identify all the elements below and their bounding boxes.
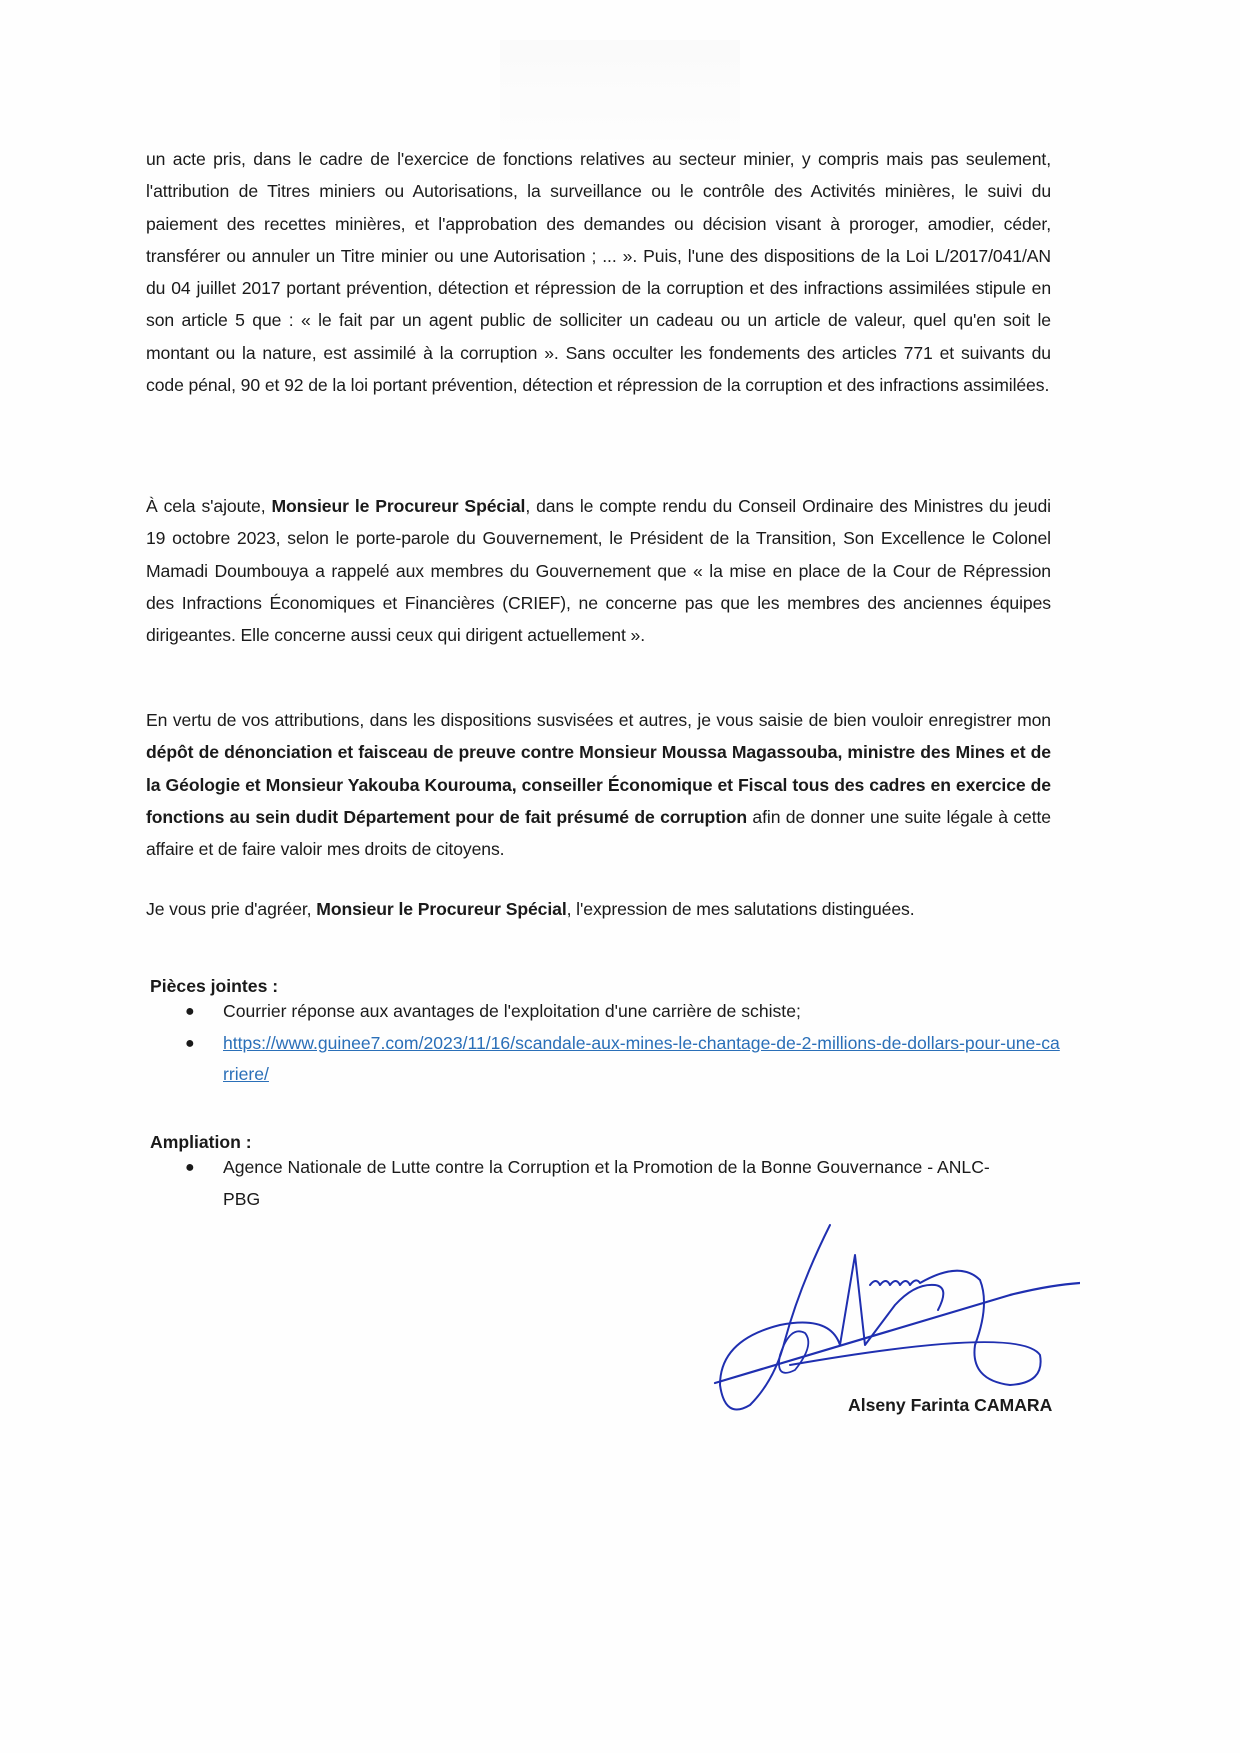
text-segment: afin de donner une suite légale à cette affaire et de faire valoir mes droits de citoyens. xyxy=(146,806,1051,860)
attachment-link[interactable]: https://www.guinee7.com/2023/11/16/scandale-aux-mines-le-chantage-de-2-millions-de-dollars-pour-une-carriere/ xyxy=(223,1032,1060,1084)
bullet-icon: ● xyxy=(185,1034,195,1052)
paragraph-legal-basis xyxy=(146,143,1051,401)
bold-text-segment: Monsieur le Procureur Spécial xyxy=(271,496,526,516)
signature-stroke-diagonal xyxy=(715,1283,1080,1383)
bold-text-segment: Monsieur le Procureur Spécial xyxy=(316,899,567,919)
bullet-icon: ● xyxy=(185,1003,195,1020)
handwritten-signature xyxy=(680,1205,1080,1420)
signature-stroke-inner-loop xyxy=(779,1331,808,1373)
paragraph-denunciation-request xyxy=(146,704,1051,865)
text-segment: un acte pris, dans le cadre de l'exercice de fonctions relatives au secteur minier, y compris mais pas seulement, l'attribution de Titres miniers ou Autorisations, la surveillance ou le contrôle des Activités minières, le suivi du paiement des recettes minières, et l'approbation des demandes ou décision visant à proroger, amodier, céder, transférer ou annuler un Titre minier ou une Autorisation ; ... ». Puis, l'une des dispositions de la Loi L/2017/041/AN du 04 juillet 2017 portant prévention, détection et répression de la corruption et des infractions assimilées stipule en son article 5 que : « le fait par un agent public de solliciter un cadeau ou un article de valeur, quel qu'en soit le montant ou la nature, est assimilé à la corruption ». Sans occulter les fondements des articles 771 et suivants du code pénal, 90 et 92 de la loi portant prévention, détection et répression de la corruption et des infractions assimilées. xyxy=(146,149,1051,396)
text-segment: À cela s'ajoute, xyxy=(146,496,272,516)
ampliation-heading: Ampliation : xyxy=(150,1132,252,1152)
bullet-icon: ● xyxy=(185,1159,195,1176)
signature-stroke-loop xyxy=(720,1225,943,1410)
text-segment: , dans le compte rendu du Conseil Ordinaire des Ministres du jeudi 19 octobre 2023, selon le porte-parole du Gouvernement, le Président de la Transition, Son Excellence le Colonel Mamadi Doumbouya a rappelé aux membres du Gouvernement que « la mise en place de la Cour de Répression des Infractions Économiques et Financières (CRIEF), ne concerne pas que les membres des anciennes équipes dirigeantes. Elle concerne aussi ceux qui dirigent actuellement ». xyxy=(146,496,1051,646)
attachment-item[interactable] xyxy=(185,1028,1065,1091)
attachment-item xyxy=(185,996,1065,1028)
text-segment: En vertu de vos attributions, dans les dispositions susvisées et autres, je vous saisie de bien vouloir enregistrer mon xyxy=(146,710,1051,730)
text-segment: Je vous prie d'agréer, xyxy=(146,899,317,919)
bold-text-segment: dépôt de dénonciation et faisceau de preuve contre Monsieur Moussa Magassouba, ministre des Mines et de la Géologie et Monsieur Yakouba Kourouma, conseiller Économique et Fiscal tous des cadres en exercice de fonctions au sein dudit Département pour de fait présumé de corruption xyxy=(146,742,1051,827)
scan-bleed-through xyxy=(500,40,740,140)
text-segment: , l'expression de mes salutations distinguées. xyxy=(566,899,915,919)
paragraph-president-statement xyxy=(146,490,1051,651)
attachment-text: Courrier réponse aux avantages de l'exploitation d'une carrière de schiste; xyxy=(223,1001,801,1021)
ampliation-text: Agence Nationale de Lutte contre la Corruption et la Promotion de la Bonne Gouvernance - ANLC-PBG xyxy=(223,1157,990,1209)
paragraph-closing-salutation xyxy=(146,893,1051,925)
attachments-heading: Pièces jointes : xyxy=(150,976,279,996)
signer-name: Alseny Farinta CAMARA xyxy=(848,1395,1053,1415)
attachments-list xyxy=(185,996,1065,1091)
